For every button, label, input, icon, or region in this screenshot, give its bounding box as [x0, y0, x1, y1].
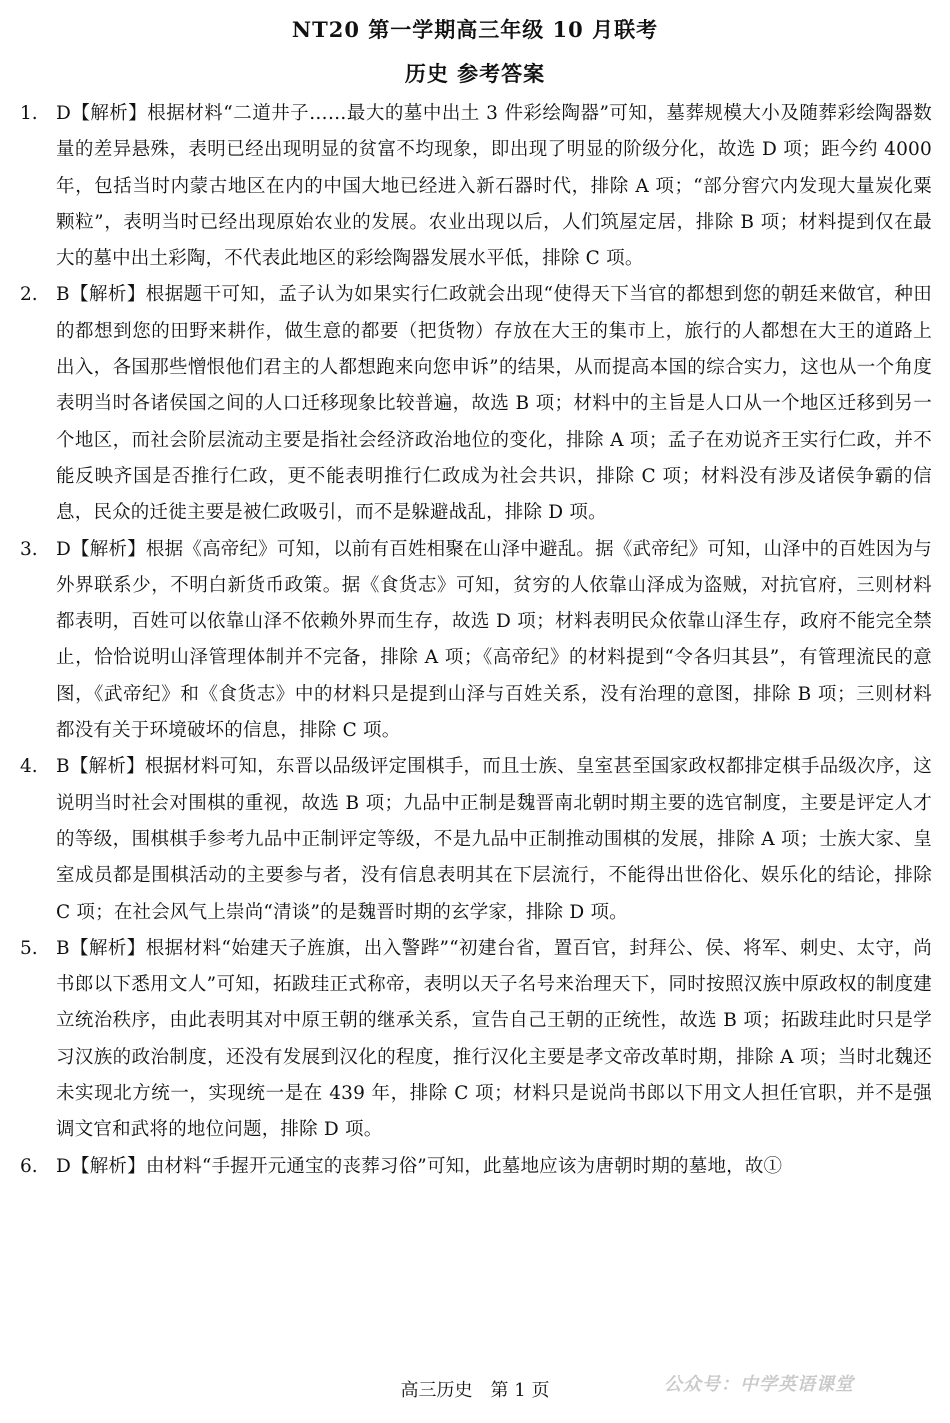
answer-text: D【解析】根据材料“二道井子……最大的墓中出土 3 件彩绘陶器”可知，墓葬规模大小及随葬彩绘陶器数量的差异悬殊，表明已经出现明显的贫富不均现象，即出现了明显的阶级分化，故选 D 项；距今约 4000 年，包括当时内蒙古地区在内的中国大地已经进入新石器时代，排除 A 项；“部分窖穴内发现大量炭化粟颗粒”，表明当时已经出现原始农业的发展。农业出现以后，人们筑屋定居，排除 B 项；材料提到仅在最大的墓中出土彩陶，不代表此地区的彩绘陶器发展水平低，排除 C 项。	[56, 103, 932, 270]
answer-text: D【解析】由材料“手握开元通宝的丧葬习俗”可知，此墓地应该为唐朝时期的墓地，故①	[56, 1155, 783, 1177]
answer-number: 4.	[20, 756, 38, 778]
answer-item	[20, 1149, 932, 1185]
answer-text: B【解析】根据材料“始建天子旌旗，出入警跸”“初建台省，置百官，封拜公、侯、将军、刺史、太守，尚书郎以下悉用文人”可知，拓跋珪正式称帝，表明以天子名号来治理天下，同时按照汉族中原政权的制度建立统治秩序，由此表明其对中原王朝的继承关系，宣告自己王朝的正统性，故选 B 项；拓跋珪此时只是学习汉族的政治制度，还没有发展到汉化的程度，推行汉化主要是孝文帝改革时期，排除 A 项；当时北魏还未实现北方统一，实现统一是在 439 年，排除 C 项；材料只是说尚书郎以下用文人担任官职，并不是强调文官和武将的地位问题，排除 D 项。	[56, 937, 932, 1141]
answer-text: D【解析】根据《高帝纪》可知，以前有百姓相聚在山泽中避乱。据《武帝纪》可知，山泽中的百姓因为与外界联系少，不明白新货币政策。据《食货志》可知，贫穷的人依靠山泽成为盗贼，对抗官府，三则材料都表明，百姓可以依靠山泽不依赖外界而生存，故选 D 项；材料表明民众依靠山泽生存，政府不能完全禁止，恰恰说明山泽管理体制并不完备，排除 A 项；《高帝纪》的材料提到“令各归其县”，有管理流民的意图，《武帝纪》和《食货志》中的材料只是提到山泽与百姓关系，没有治理的意图，排除 B 项；三则材料都没有关于环境破坏的信息，排除 C 项。	[56, 538, 932, 742]
answer-item	[20, 532, 932, 750]
answer-text: B【解析】根据材料可知，东晋以品级评定围棋手，而且士族、皇室甚至国家政权都排定棋手品级次序，这说明当时社会对围棋的重视，故选 B 项；九品中正制是魏晋南北朝时期主要的选官制度，主要是评定人才的等级，围棋棋手参考九品中正制评定等级，不是九品中正制推动围棋的发展，排除 A 项；士族大家、皇室成员都是围棋活动的主要参与者，没有信息表明其在下层流行，不能得出世俗化、娱乐化的结论，排除 C 项；在社会风气上崇尚“清谈”的是魏晋时期的玄学家，排除 D 项。	[56, 756, 932, 923]
answer-item	[20, 749, 932, 930]
answer-number: 6.	[20, 1155, 38, 1177]
page-footer: 高三历史 第 1 页	[400, 1380, 550, 1401]
answer-number: 2.	[20, 284, 38, 306]
answer-number: 3.	[20, 538, 38, 560]
watermark: 公众号：中学英语课堂	[664, 1374, 854, 1395]
answer-text: B【解析】根据题干可知，孟子认为如果实行仁政就会出现“使得天下当官的都想到您的朝廷来做官，种田的都想到您的田野来耕作，做生意的都要（把货物）存放在大王的集市上，旅行的人都想在大王的道路上出入，各国那些憎恨他们君主的人都想跑来向您申诉”的结果，从而提高本国的综合实力，这也从一个角度表明当时各诸侯国之间的人口迁移现象比较普遍，故选 B 项；材料中的主旨是人口从一个地区迁移到另一个地区，而社会阶层流动主要是指社会经济政治地位的变化，排除 A 项；孟子在劝说齐王实行仁政，并不能反映齐国是否推行仁政，更不能表明推行仁政成为社会共识，排除 C 项；材料没有涉及诸侯争霸的信息，民众的迁徙主要是被仁政吸引，而不是躲避战乱，排除 D 项。	[56, 284, 932, 524]
page-title: NT20 第一学期高三年级 10 月联考	[291, 17, 659, 42]
answer-list	[20, 96, 932, 1185]
page-subtitle: 历史 参考答案	[404, 61, 546, 86]
answer-item	[20, 96, 932, 277]
answer-number: 5.	[20, 937, 38, 959]
answer-number: 1.	[20, 103, 38, 124]
answer-item	[20, 277, 932, 531]
answer-item	[20, 931, 932, 1149]
